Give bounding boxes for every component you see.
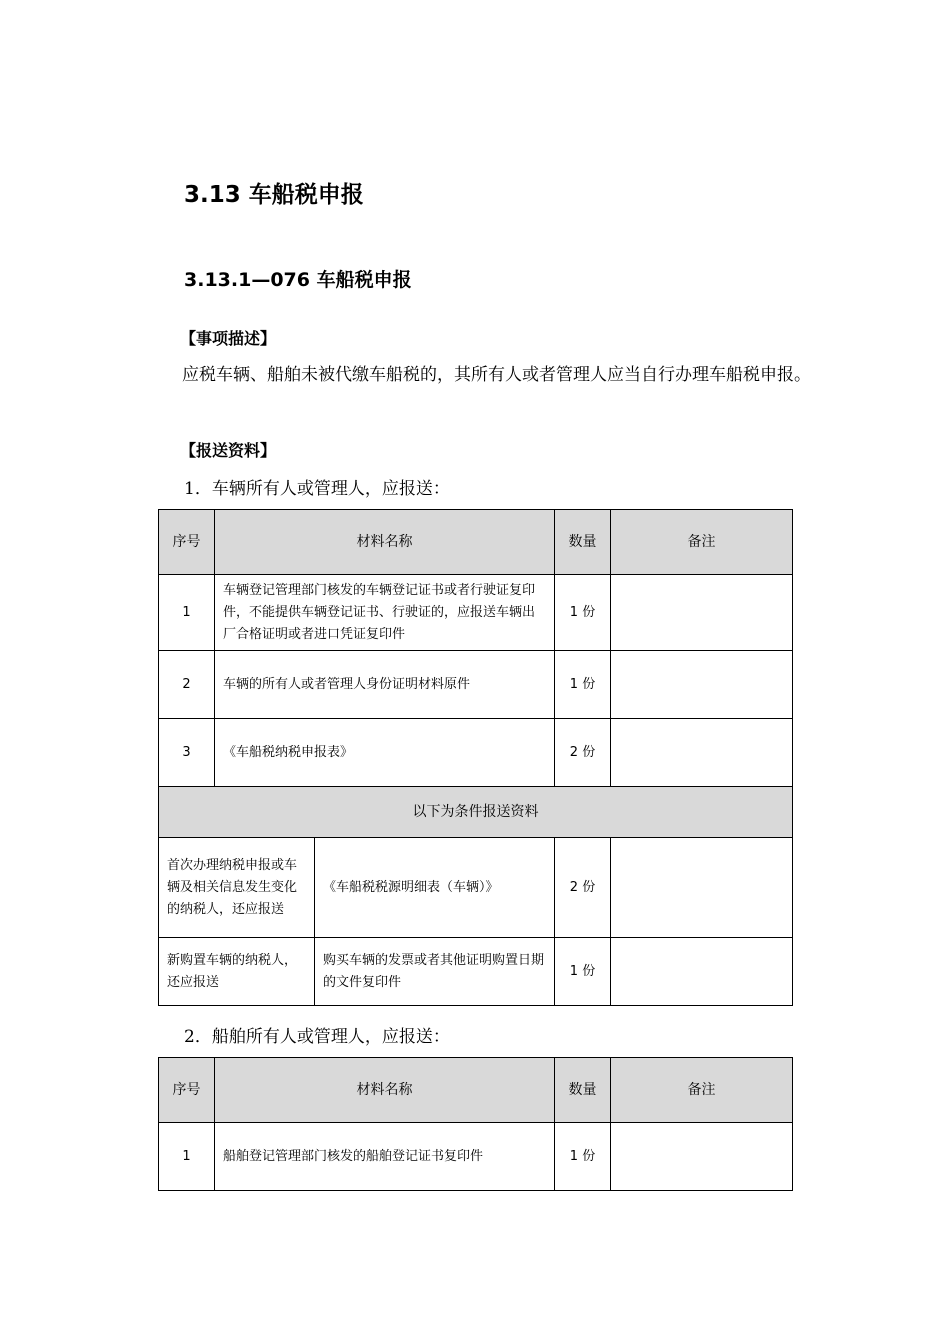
table-row (159, 938, 793, 1006)
row-note (611, 651, 793, 719)
vehicle-owner-label: 1．车辆所有人或管理人，应报送： (184, 479, 450, 499)
row-no: 3 (159, 719, 215, 787)
row-name: 船舶登记管理部门核发的船舶登记证书复印件 (215, 1123, 555, 1191)
header-name: 材料名称 (215, 1058, 555, 1123)
row-note (611, 719, 793, 787)
vessel-owner-label: 2．船舶所有人或管理人，应报送： (184, 1027, 450, 1047)
row-note (611, 1123, 793, 1191)
table-row (159, 575, 793, 651)
row-name: 车辆登记管理部门核发的车辆登记证书或者行驶证复印件，不能提供车辆登记证书、行驶证的，应报送车辆出厂合格证明或者进口凭证复印件 (215, 575, 555, 651)
conditional-header-row (159, 787, 793, 838)
conditional-header: 以下为条件报送资料 (159, 787, 793, 838)
documents-label: 【报送资料】 (180, 441, 277, 460)
header-note: 备注 (611, 510, 793, 575)
row-name: 购买车辆的发票或者其他证明购置日期的文件复印件 (315, 938, 555, 1006)
vessel-documents-table (158, 1057, 793, 1191)
row-note (611, 938, 793, 1006)
row-no: 1 (159, 575, 215, 651)
row-qty: 1 份 (555, 938, 611, 1006)
row-name: 《车船税税源明细表（车辆）》 (315, 838, 555, 938)
row-condition: 首次办理纳税申报或车辆及相关信息发生变化的纳税人，还应报送 (159, 838, 315, 938)
row-name: 车辆的所有人或者管理人身份证明材料原件 (215, 651, 555, 719)
header-qty: 数量 (555, 1058, 611, 1123)
table-row (159, 1123, 793, 1191)
table-header-row (159, 510, 793, 575)
row-no: 2 (159, 651, 215, 719)
subsection-heading: 3.13.1—076 车船税申报 (184, 269, 412, 291)
header-qty: 数量 (555, 510, 611, 575)
table-row (159, 838, 793, 938)
table-row (159, 651, 793, 719)
header-name: 材料名称 (215, 510, 555, 575)
table-row (159, 719, 793, 787)
header-no: 序号 (159, 510, 215, 575)
description-text: 应税车辆、船舶未被代缴车船税的，其所有人或者管理人应当自行办理车船税申报。 (182, 365, 811, 385)
row-qty: 1 份 (555, 1123, 611, 1191)
row-note (611, 838, 793, 938)
row-no: 1 (159, 1123, 215, 1191)
row-condition: 新购置车辆的纳税人，还应报送 (159, 938, 315, 1006)
table-header-row (159, 1058, 793, 1123)
section-heading: 3.13 车船税申报 (184, 182, 364, 208)
description-label: 【事项描述】 (180, 329, 277, 348)
vehicle-documents-table (158, 509, 793, 1006)
row-note (611, 575, 793, 651)
header-note: 备注 (611, 1058, 793, 1123)
header-no: 序号 (159, 1058, 215, 1123)
row-qty: 1 份 (555, 575, 611, 651)
row-qty: 1 份 (555, 651, 611, 719)
row-qty: 2 份 (555, 838, 611, 938)
row-qty: 2 份 (555, 719, 611, 787)
row-name: 《车船税纳税申报表》 (215, 719, 555, 787)
